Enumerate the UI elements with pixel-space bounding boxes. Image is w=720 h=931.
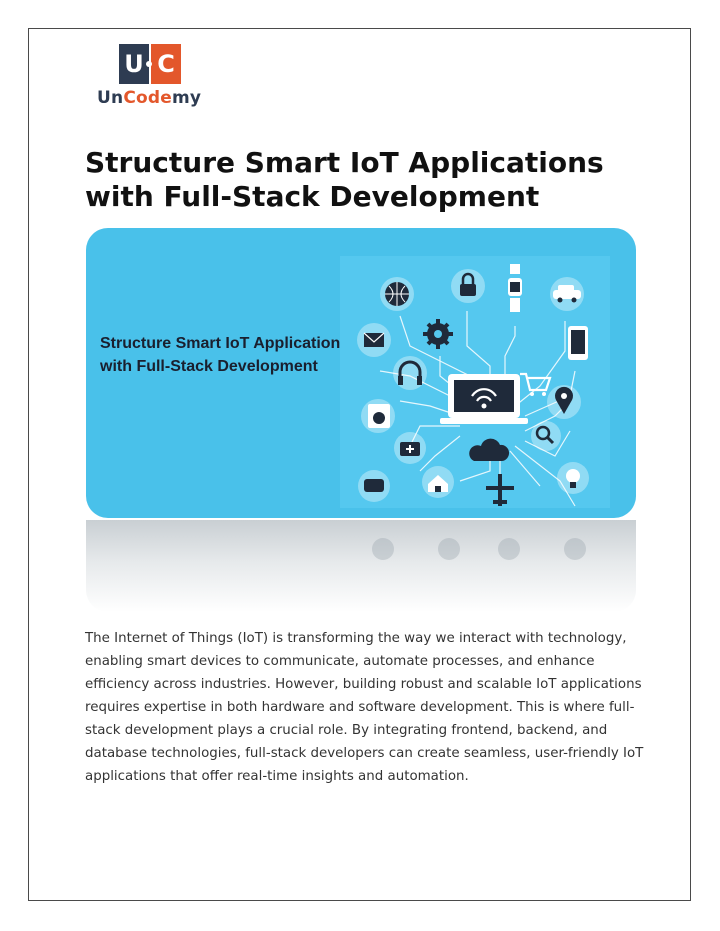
logo-word-part1: Un xyxy=(97,88,124,108)
logo-word-part2: Code xyxy=(123,88,172,108)
logo-dot xyxy=(146,61,152,67)
medical-kit-icon xyxy=(394,432,426,464)
reflection-ghost xyxy=(498,538,520,560)
hero-banner-text: Structure Smart IoT Applications with Full-Stack Development xyxy=(100,335,350,375)
hero-banner xyxy=(86,228,636,518)
search-icon xyxy=(531,421,561,451)
car-icon xyxy=(550,277,584,311)
logo-wordmark xyxy=(97,88,201,108)
reflection-ghost xyxy=(438,538,460,560)
airplane-icon xyxy=(486,474,514,506)
iot-illustration xyxy=(340,256,610,508)
smartwatch-icon xyxy=(508,264,522,312)
chat-icon xyxy=(358,470,390,502)
logo-mark xyxy=(119,44,181,84)
logo-mark-right: C xyxy=(151,44,181,84)
reflection-ghost xyxy=(372,538,394,560)
logo-word-part3: my xyxy=(171,88,202,108)
intro-paragraph: The Internet of Things (IoT) is transforming the way we interact with technology, enabling smart devices to communicate, automate processes, and enhance efficiency across industries. However, building robust and scalable IoT applications requires expertise in both hardware and software development. This is where full-stack development plays a crucial role. By integrating frontend, backend, and database technologies, full-stack developers can create seamless, user-friendly IoT applications that offer real-time insights and automation. xyxy=(85,631,644,784)
reflection-ghost xyxy=(564,538,586,560)
cloud-icon xyxy=(469,439,509,461)
smartphone-icon xyxy=(568,326,588,360)
headphones-icon xyxy=(393,356,427,390)
globe-icon xyxy=(380,277,414,311)
logo-mark-left: U xyxy=(119,44,149,84)
hero-reflection xyxy=(86,520,636,612)
page-title: Structure Smart IoT Applications with Full-Stack Development xyxy=(85,146,604,213)
lightbulb-icon xyxy=(557,462,589,494)
home-icon xyxy=(422,466,454,498)
mail-icon xyxy=(357,323,391,357)
lock-icon xyxy=(451,269,485,303)
map-pin-icon xyxy=(547,385,581,419)
gear-icon xyxy=(423,319,453,349)
cart-icon xyxy=(520,374,550,396)
washing-machine-icon xyxy=(361,399,395,433)
uncodemy-logo xyxy=(97,44,207,110)
